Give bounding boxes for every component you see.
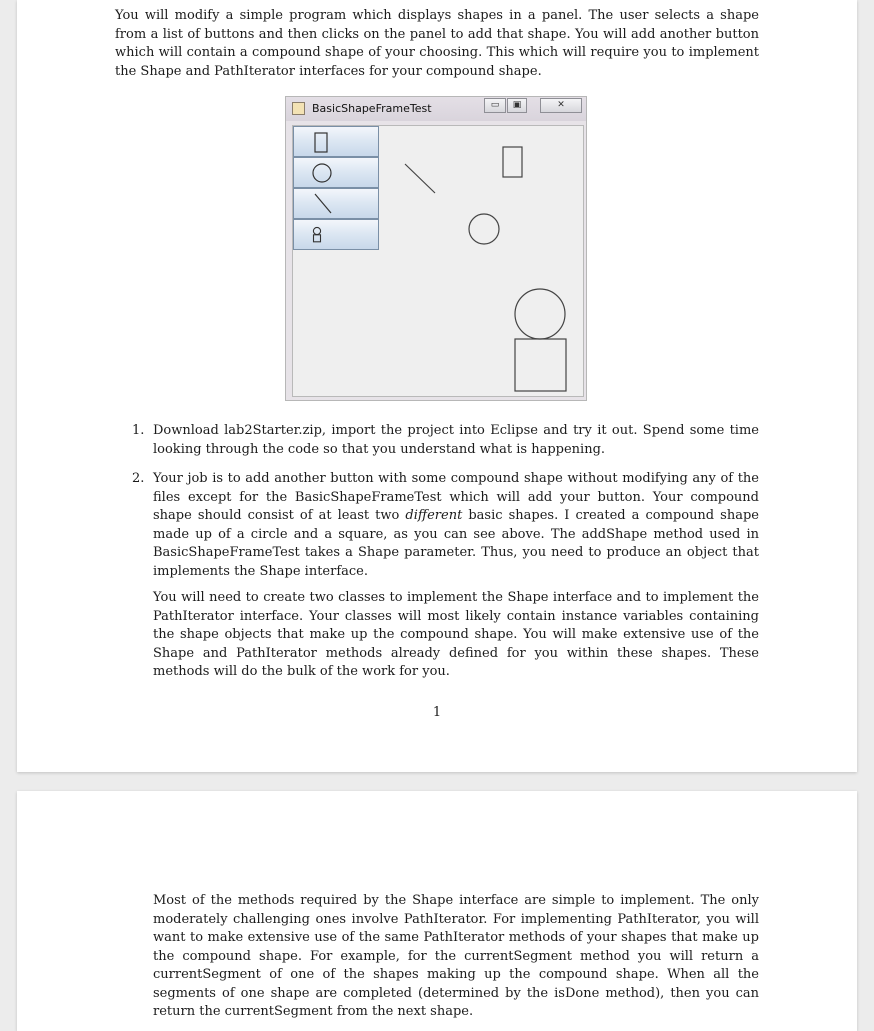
minimize-icon[interactable]: ▭ [484,98,506,113]
item-1-number: 1. [132,423,145,438]
page-2-paragraph: Most of the methods required by the Shape interface are simple to implement. The only moderately challenging ones involve PathIterator. For implementing PathIterator, you will want to make extensive use of the same PathIterator methods of your shapes that make up the compound shape. For example, for the currentSegment method you will return a currentSegment of one of the shapes making up the compound shape. When all the segments of one shape are completed (determined by the isDone method), then you can return the currentSegment from the next shape. [153,893,759,1019]
drawing-panel[interactable] [292,125,584,397]
window-title-bar [286,97,586,121]
document-page-2 [17,791,857,1031]
item-1-text: Download lab2Starter.zip, import the project into Eclipse and try it out. Spend some time looking through the code so that you understand what is happening. [153,423,759,457]
intro-paragraph: You will modify a simple program which displays shapes in a panel. The user selects a shape from a list of buttons and then clicks on the panel to add that shape. You will add another button which will contain a compound shape of your choosing. This which will require you to implement the Shape and PathIterator interfaces for your compound shape. [115,8,759,79]
item-2-text [153,470,759,581]
item-2-number: 2. [132,471,145,486]
item-2-text-part-2: basic shapes. I created a compound shape made up of a circle and a square, as you can see above. The addShape method used in BasicShapeFrameTest takes a Shape parameter. Thus, you need to produce an object that implements the Shape interface. [153,508,759,579]
window-title: BasicShapeFrameTest [312,102,432,115]
item-2-emphasis: different [405,508,463,523]
document-page-1 [17,0,857,772]
drawn-line [405,164,435,193]
compound-shape-icon [294,220,380,251]
item-2-continued-text: You will need to create two classes to implement the Shape interface and to implement the PathIterator interface. Your classes will most likely contain instance variables containing the shape objects that make up the compound shape. You will make extensive use of the Shape and PathIterator methods already defined for you within these shapes. These methods will do the bulk of the work for you. [153,590,759,679]
rectangle-shape-button[interactable] [293,126,379,157]
drawn-circle [469,214,499,244]
line-icon [294,189,380,220]
compound-shape-button[interactable] [293,219,379,250]
compound-square [515,339,566,391]
circle-icon [294,158,380,189]
maximize-icon[interactable]: ▣ [507,98,527,113]
item-2-text-part-1: Your job is to add another button with some compound shape without modifying any of the files except for the BasicShapeFrameTest which will add your button. Your compound shape should consist of at least two [153,471,759,523]
compound-circle [515,289,565,339]
line-shape-button[interactable] [293,188,379,219]
page-number: 1 [432,705,442,720]
window-app-icon [292,102,305,115]
close-icon[interactable]: ✕ [540,98,582,113]
rectangle-icon [294,127,380,158]
basic-shape-frame-window-figure [285,96,587,401]
circle-shape-button[interactable] [293,157,379,188]
drawn-rectangle [503,147,522,177]
